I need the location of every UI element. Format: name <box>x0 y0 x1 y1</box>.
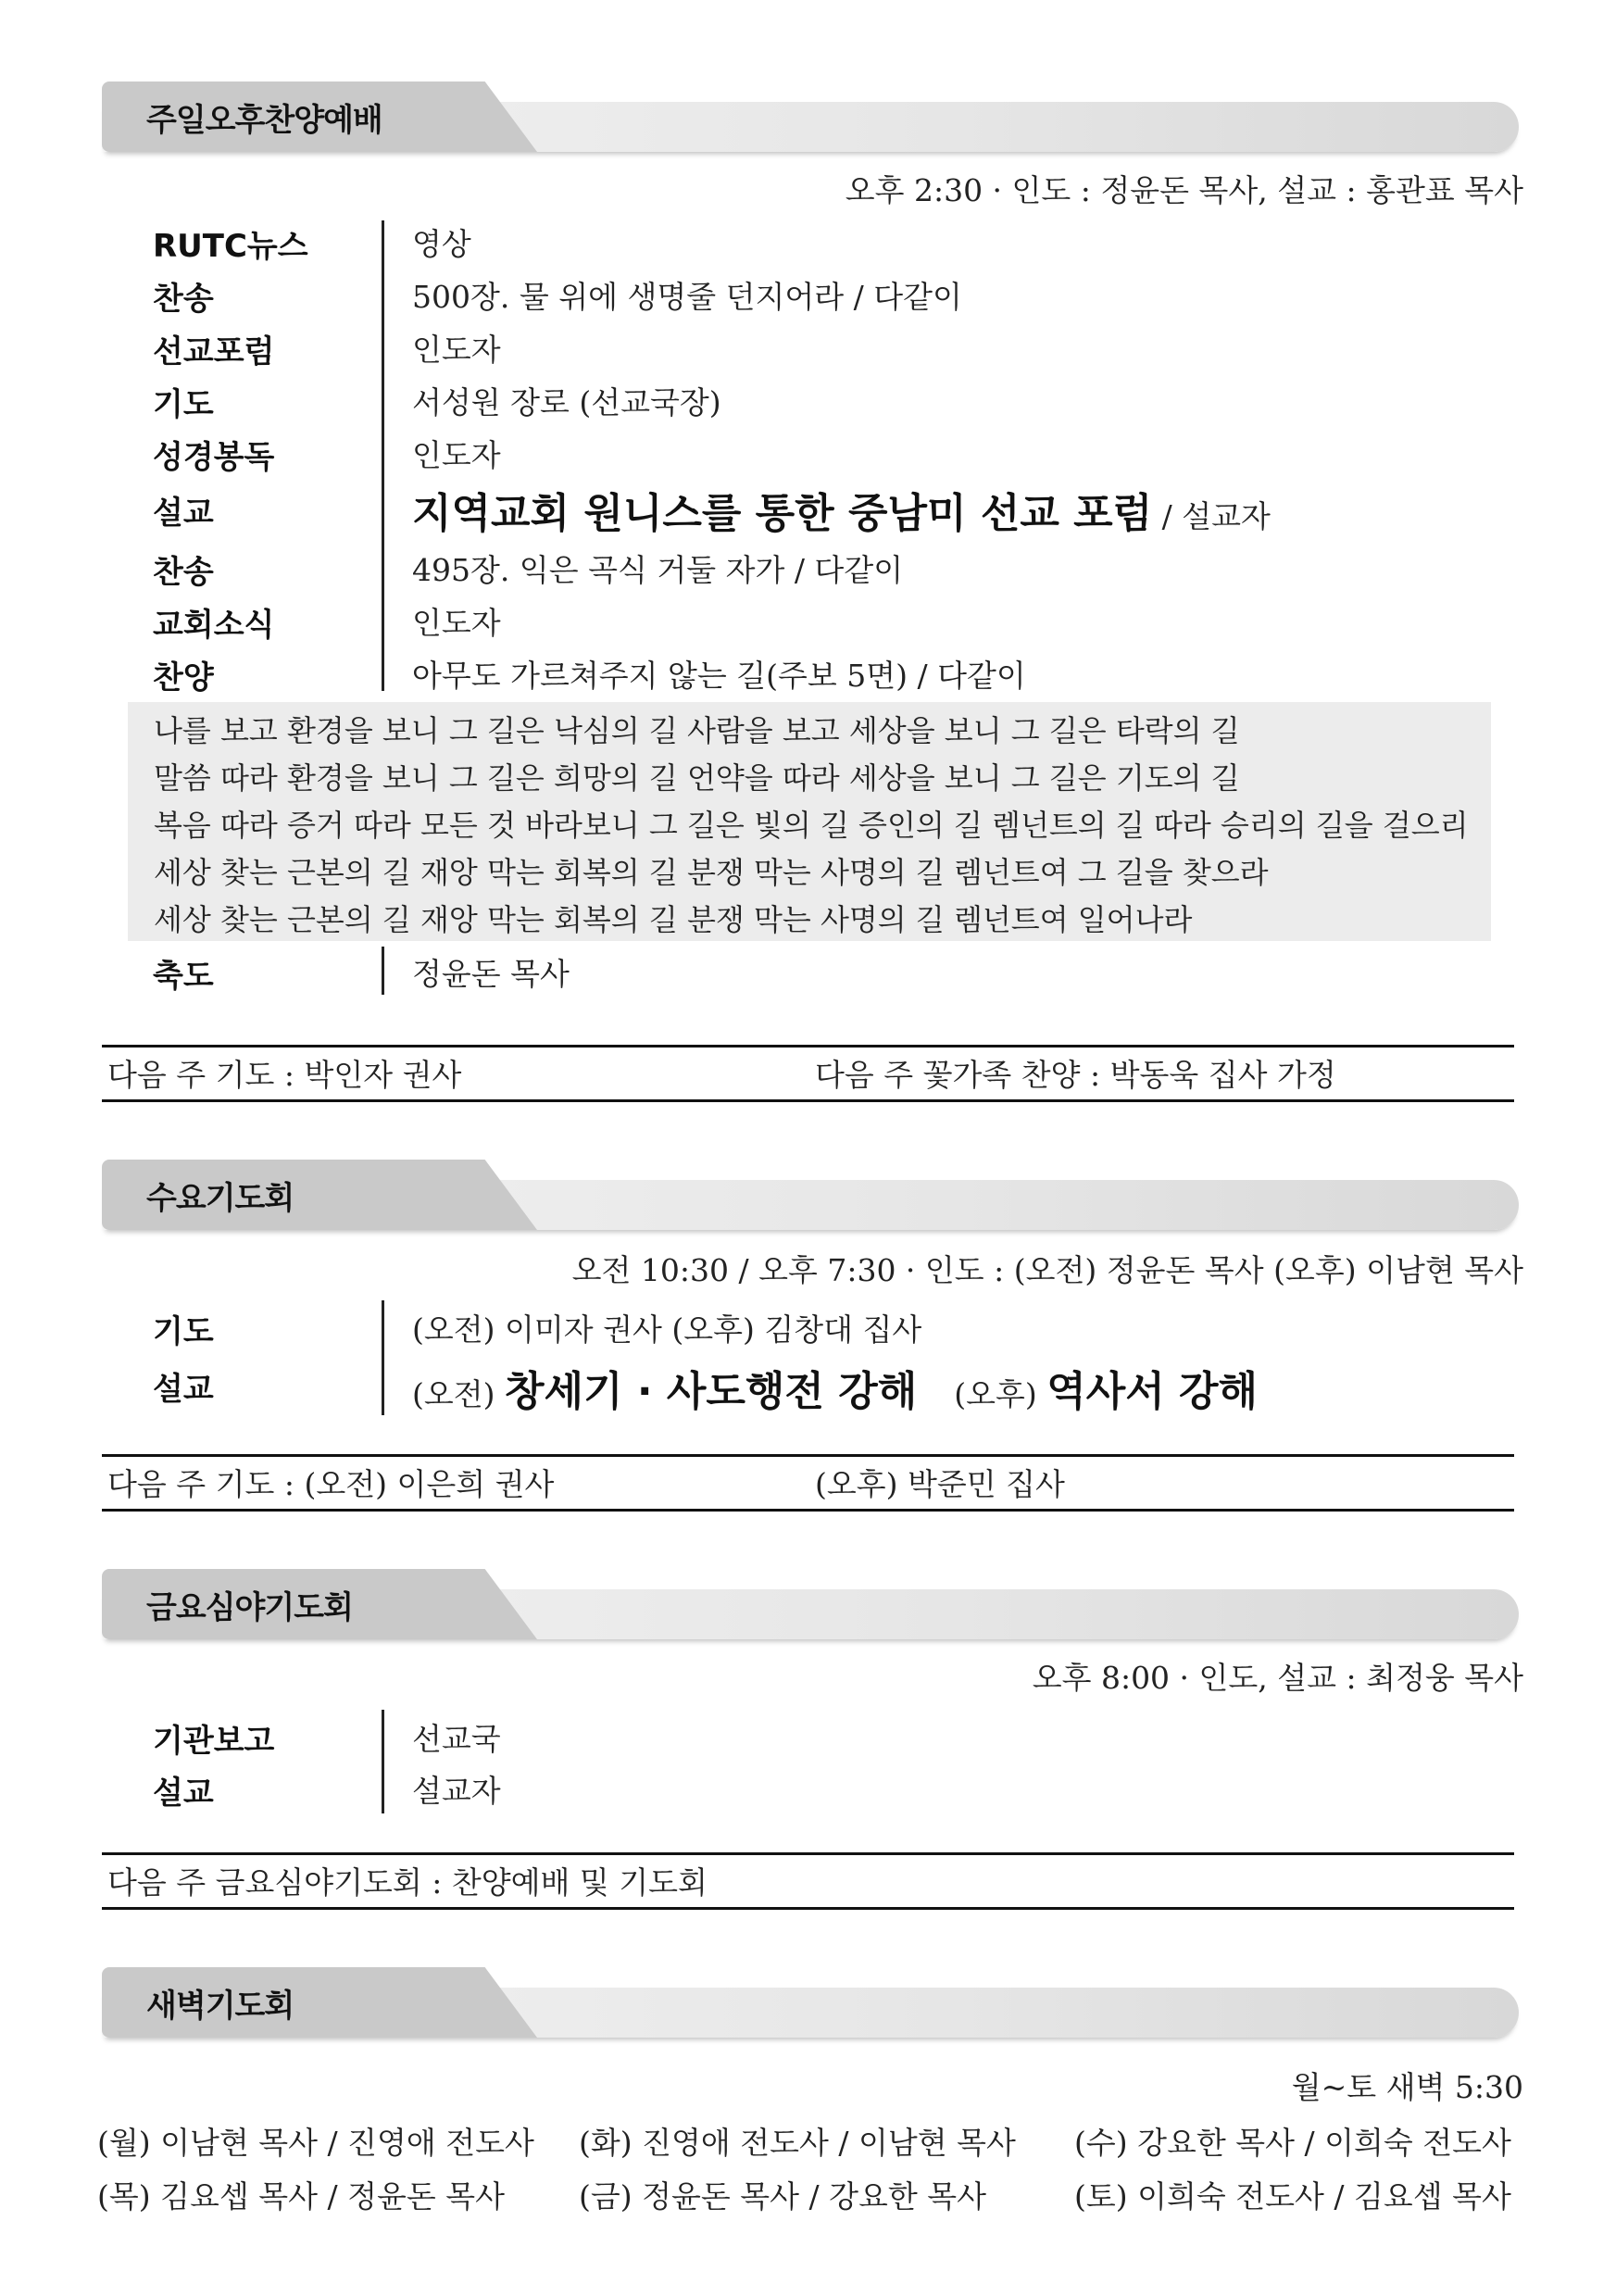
dawn-schedule-item: (목) 김요셉 목사 / 정윤돈 목사 <box>97 2178 505 2214</box>
section-header <box>102 1967 1519 2041</box>
dawn-schedule-item: (수) 강요한 목사 / 이희숙 전도사 <box>1074 2125 1511 2161</box>
lyric-line: 말씀 따라 환경을 보니 그 길은 희망의 길 언약을 따라 세상을 보니 그 길은 기도의 길 <box>154 760 1240 796</box>
dawn-schedule-item: (토) 이희숙 전도사 / 김요셉 목사 <box>1074 2178 1511 2214</box>
order-row: RUTC뉴스 영상 <box>153 226 471 265</box>
order-row: 축도 정윤돈 목사 <box>153 956 570 995</box>
sermon-title: 지역교회 원니스를 통한 중남미 선교 포럼 <box>412 490 1153 537</box>
section-title: 수요기도회 <box>146 1180 294 1217</box>
dawn-schedule-item: (화) 진영애 전도사 / 이남현 목사 <box>579 2125 1016 2161</box>
sermon-title: 창세기 · 사도행전 강해 <box>505 1368 918 1415</box>
dawn-schedule-item: (금) 정윤돈 목사 / 강요한 목사 <box>579 2178 986 2214</box>
section-header <box>102 1569 1519 1643</box>
lyric-line: 나를 보고 환경을 보니 그 길은 낙심의 길 사람을 보고 세상을 보니 그 길은 타락의 길 <box>154 713 1240 748</box>
section-title: 새벽기도회 <box>146 1988 294 2025</box>
order-row: 설교 설교자 <box>153 1773 501 1812</box>
order-row: 기도 서성원 장로 (선교국장) <box>153 384 721 423</box>
order-row: 찬양 아무도 가르쳐주지 않는 길(주보 5면) / 다같이 <box>153 658 1026 696</box>
service-time: 월~토 새벽 5:30 <box>1291 2069 1523 2105</box>
lyric-line: 세상 찾는 근본의 길 재앙 막는 회복의 길 분쟁 막는 사명의 길 렘넌트여 그 길을 찾으라 <box>154 855 1269 890</box>
next-week-note: 다음 주 기도 : (오전) 이은희 권사 (오후) 박준민 집사 <box>102 1454 1514 1512</box>
order-row: 기관보고 선교국 <box>153 1721 501 1760</box>
order-row: 찬송 500장. 물 위에 생명줄 던지어라 / 다같이 <box>153 279 962 318</box>
service-time: 오후 8:00 · 인도, 설교 : 최정웅 목사 <box>1032 1660 1523 1696</box>
section-title: 주일오후찬양예배 <box>146 102 382 139</box>
dawn-schedule-item: (월) 이남현 목사 / 진영애 전도사 <box>97 2125 534 2161</box>
section-header <box>102 1160 1519 1234</box>
next-week-note: 다음 주 금요심야기도회 : 찬양예배 및 기도회 <box>102 1852 1514 1910</box>
service-time: 오후 2:30 · 인도 : 정윤돈 목사, 설교 : 홍관표 목사 <box>845 172 1523 208</box>
order-row: 기도 (오전) 이미자 권사 (오후) 김창대 집사 <box>153 1311 922 1350</box>
section-header <box>102 82 1519 156</box>
order-row: 선교포럼 인도자 <box>153 332 501 370</box>
order-row-sermon: 설교 (오전) 창세기 · 사도행전 강해 (오후) 역사서 강해 <box>153 1368 1259 1415</box>
order-row: 성경봉독 인도자 <box>153 437 501 476</box>
order-row: 찬송 495장. 익은 곡식 거둘 자가 / 다같이 <box>153 552 904 591</box>
order-row: 교회소식 인도자 <box>153 605 501 644</box>
lyric-line: 복음 따라 증거 따라 모든 것 바라보니 그 길은 빛의 길 증인의 길 렘넌트의 길 따라 승리의 길을 걸으리 <box>154 808 1469 843</box>
lyric-line: 세상 찾는 근본의 길 재앙 막는 회복의 길 분쟁 막는 사명의 길 렘넌트여 일어나라 <box>154 902 1193 937</box>
sermon-title: 역사서 강해 <box>1046 1368 1259 1415</box>
service-time: 오전 10:30 / 오후 7:30 · 인도 : (오전) 정윤돈 목사 (오후) 이남현 목사 <box>571 1252 1523 1288</box>
next-week-note: 다음 주 기도 : 박인자 권사 다음 주 꽃가족 찬양 : 박동욱 집사 가정 <box>102 1045 1514 1102</box>
lyrics-box <box>128 702 1491 941</box>
order-row-sermon: 설교 지역교회 원니스를 통한 중남미 선교 포럼 / 설교자 <box>153 490 1271 537</box>
section-title: 금요심야기도회 <box>146 1589 353 1626</box>
